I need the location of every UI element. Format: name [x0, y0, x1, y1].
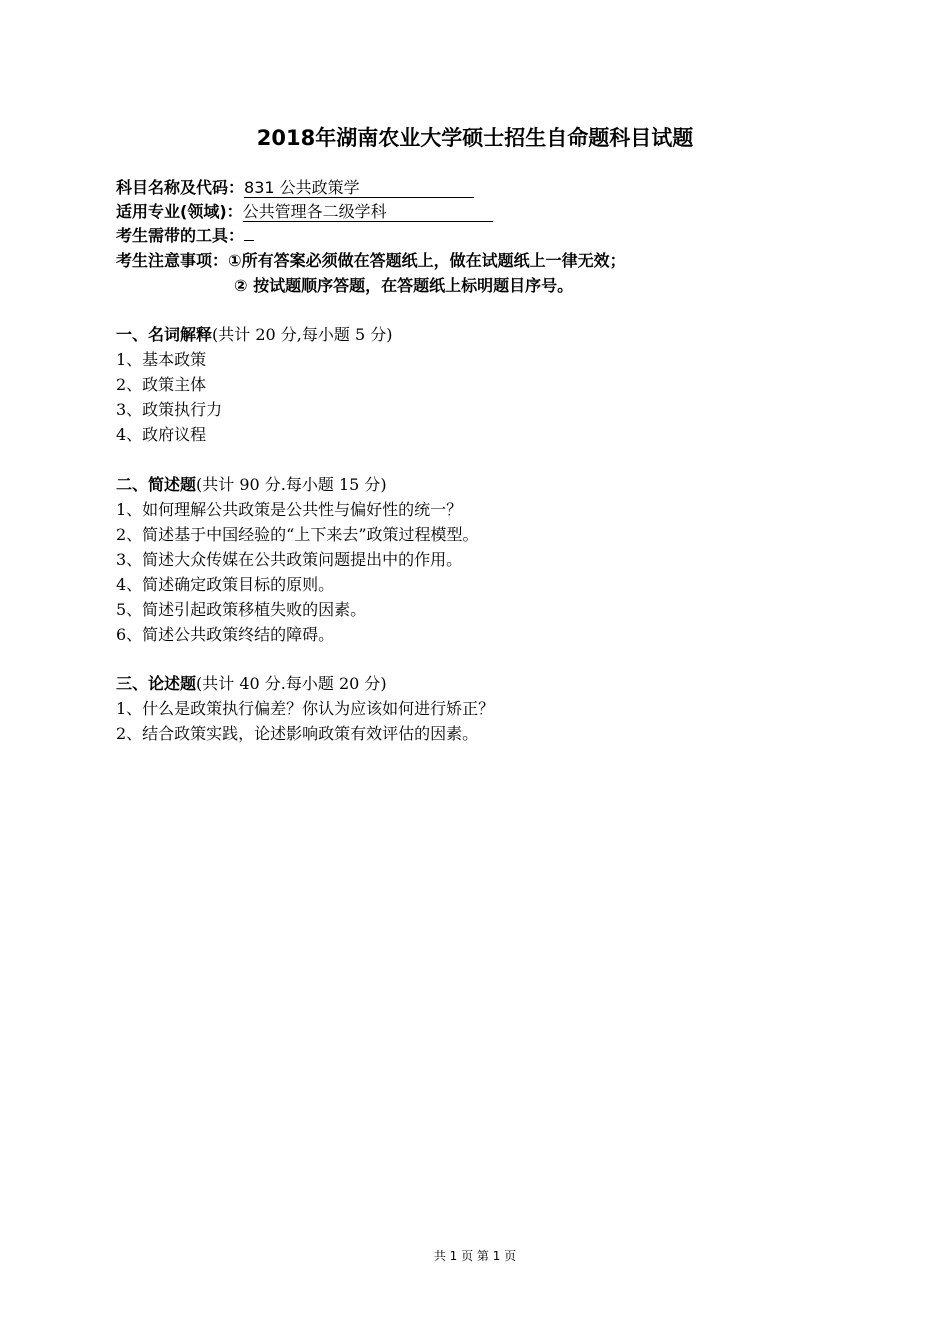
- page-footer: 共 1 页 第 1 页: [433, 1249, 517, 1263]
- question-item: 2、政策主体: [116, 375, 207, 394]
- notes-row-2: [116, 273, 836, 298]
- section-title: 二、简述题: [116, 475, 197, 494]
- tools-value: [244, 240, 254, 241]
- subject-row: [116, 176, 836, 200]
- section-definitions: [116, 322, 836, 447]
- note-1: ①所有答案必须做在答题纸上，做在试题纸上一律无效；: [228, 251, 626, 270]
- question-item: 2、简述基于中国经验的“上下来去”政策过程模型。: [116, 525, 479, 544]
- section-essay: [116, 671, 836, 746]
- section-heading: [116, 671, 836, 696]
- subject-value: 831 公共政策学: [244, 179, 474, 198]
- question-item: 3、简述大众传媒在公共政策问题提出中的作用。: [116, 550, 463, 569]
- notes-label: 考生注意事项：: [116, 251, 229, 270]
- question-item: 4、简述确定政策目标的原则。: [116, 575, 335, 594]
- section-short-answer: [116, 472, 836, 647]
- major-row: [116, 200, 836, 224]
- major-value: 公共管理各二级学科: [243, 203, 493, 222]
- question-item: 4、政府议程: [116, 425, 207, 444]
- section-score-note: (共计 20 分,每小题 5 分): [212, 325, 393, 344]
- section-title: 三、论述题: [116, 674, 197, 693]
- question-item: 1、基本政策: [116, 350, 207, 369]
- section-title: 一、名词解释: [116, 325, 213, 344]
- page-title: 2018年湖南农业大学硕士招生自命题科目试题: [256, 126, 694, 150]
- question-item: 5、简述引起政策移植失败的因素。: [116, 600, 367, 619]
- question-item: 1、什么是政策执行偏差？你认为应该如何进行矫正？: [116, 699, 495, 718]
- question-item: 3、政策执行力: [116, 400, 223, 419]
- section-score-note: (共计 90 分.每小题 15 分): [196, 475, 387, 494]
- question-item: 2、结合政策实践，论述影响政策有效评估的因素。: [116, 724, 479, 743]
- section-score-note: (共计 40 分.每小题 20 分): [196, 674, 387, 693]
- tools-row: [116, 224, 836, 248]
- tools-label: 考生需带的工具：: [116, 226, 245, 245]
- question-item: 1、如何理解公共政策是公共性与偏好性的统一？: [116, 500, 463, 519]
- note-2: ② 按试题顺序答题，在答题纸上标明题目序号。: [234, 276, 574, 295]
- question-item: 6、简述公共政策终结的障碍。: [116, 625, 335, 644]
- notes-row: [116, 248, 836, 273]
- exam-info: [116, 176, 836, 298]
- major-label: 适用专业(领域)：: [116, 202, 243, 221]
- section-heading: [116, 322, 836, 347]
- section-heading: [116, 472, 836, 497]
- subject-label: 科目名称及代码：: [116, 178, 245, 197]
